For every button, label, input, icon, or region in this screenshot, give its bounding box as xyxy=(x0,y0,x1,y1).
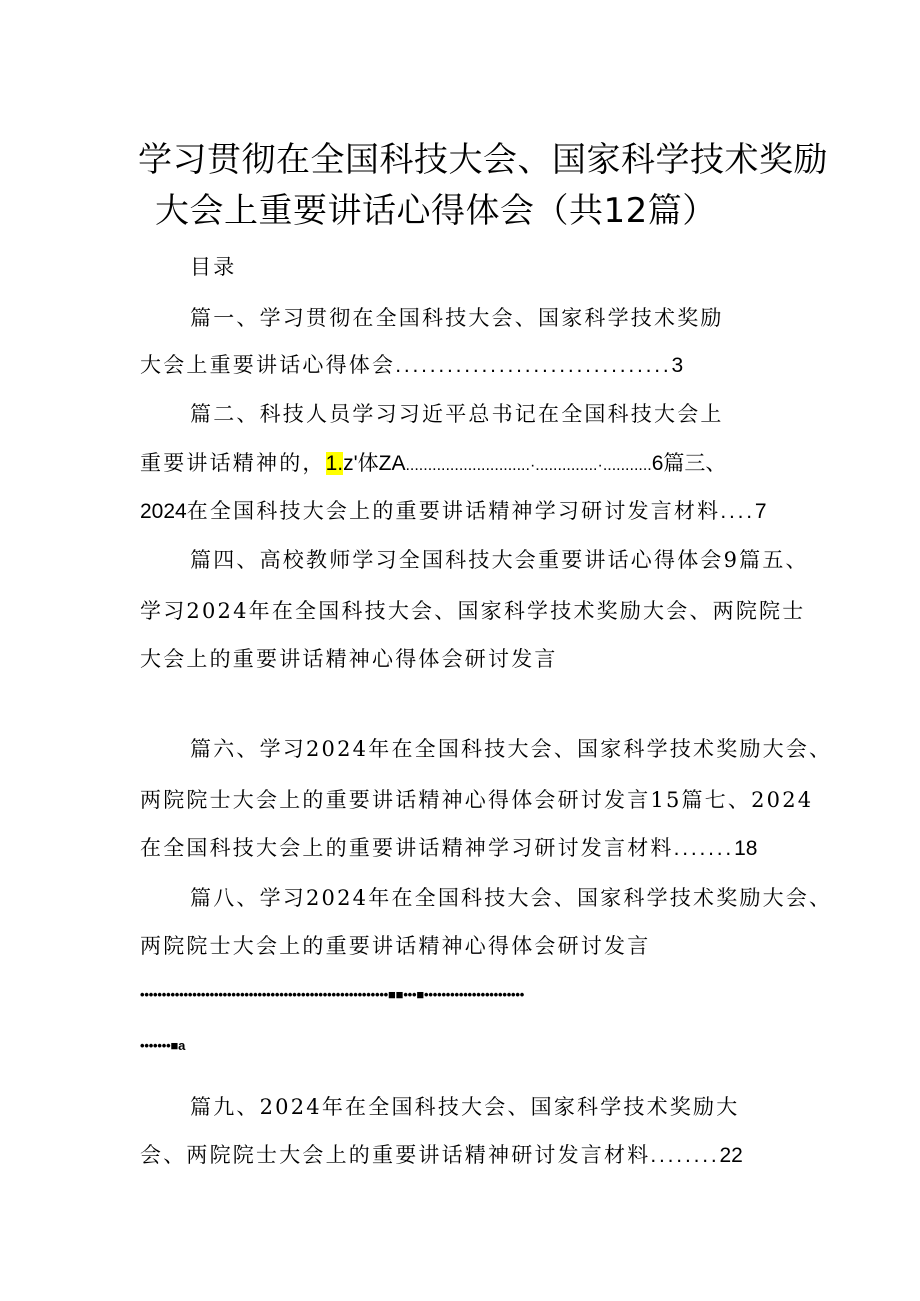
toc-entry-7-line[interactable] xyxy=(140,833,757,864)
toc-leader-dots: ........ xyxy=(650,1144,720,1167)
toc-leader-dots-row: •••••••••••••••••••••••••••••••••••••••••••••••••••••••••■■•••■••••••••••••••••••••••• xyxy=(140,987,525,1002)
year-number: 2024 xyxy=(140,500,187,523)
toc-page-number: 6篇三、 xyxy=(651,452,727,475)
toc-entry-5-line-1[interactable]: 学习2024年在全国科技大会、国家科学技术奖励大会、两院院士 xyxy=(140,599,806,623)
toc-entry-9-text: 会、两院院士大会上的重要讲话精神研讨发言材料 xyxy=(140,1143,651,1167)
toc-entry-9-line-1[interactable]: 篇九、2024年在全国科技大会、国家科学技术奖励大 xyxy=(190,1095,740,1119)
document-title-line-1: 学习贯彻在全国科技大会、国家科学技术奖励 xyxy=(138,140,828,180)
toc-page-number: 3 xyxy=(671,354,684,377)
toc-leader-dots: ................................ xyxy=(395,354,672,377)
toc-entry-3-line[interactable] xyxy=(140,496,767,527)
toc-entry-6-line-1[interactable]: 篇六、学习2024年在全国科技大会、国家科学技术奖励大会、 xyxy=(190,737,833,761)
toc-heading: 目录 xyxy=(190,255,237,279)
toc-entry-6-line-2[interactable]: 两院院士大会上的重要讲话精神心得体会研讨发言15篇七、2024 xyxy=(140,788,814,812)
toc-entry-7-text: 在全国科技大会上的重要讲话精神学习研讨发言材料 xyxy=(140,836,674,860)
toc-entry-5-line-2[interactable]: 大会上的重要讲话精神心得体会研讨发言 xyxy=(140,647,558,671)
toc-entry-1-text: 大会上重要讲话心得体会 xyxy=(140,353,396,377)
toc-entry-2-text: 重要讲话精神的， xyxy=(140,451,326,475)
document-title-line-2: 大会上重要讲话心得体会（共12篇） xyxy=(155,191,717,231)
toc-entry-8-line-1[interactable]: 篇八、学习2024年在全国科技大会、国家科学技术奖励大会、 xyxy=(190,886,833,910)
toc-leader-dots: .... xyxy=(720,500,755,523)
toc-page-number: 18 xyxy=(734,837,758,860)
toc-entry-9-line-2[interactable] xyxy=(140,1140,743,1171)
garbled-text: z'体ZA xyxy=(343,452,406,475)
toc-entry-1-line-2[interactable] xyxy=(140,350,683,381)
toc-leader-dots-tail: •••••••■a xyxy=(140,1038,186,1053)
toc-entry-1-line-1[interactable]: 篇一、学习贯彻在全国科技大会、国家科学技术奖励 xyxy=(190,306,724,330)
toc-entry-2-line-2[interactable] xyxy=(140,448,726,481)
toc-leader-dots: ............................·..............·........... xyxy=(405,457,652,474)
toc-entry-2-line-1[interactable]: 篇二、科技人员学习习近平总书记在全国科技大会上 xyxy=(190,402,724,426)
toc-page-number: 7 xyxy=(754,500,767,523)
toc-entry-4-line[interactable]: 篇四、高校教师学习全国科技大会重要讲话心得体会9篇五、 xyxy=(190,548,809,572)
toc-leader-dots: ....... xyxy=(673,837,735,860)
toc-entry-3-text: 在全国科技大会上的重要讲话精神学习研讨发言材料 xyxy=(186,499,721,523)
toc-page-number: 22 xyxy=(719,1144,743,1167)
toc-entry-8-line-2[interactable]: 两院院士大会上的重要讲话精神心得体会研讨发言 xyxy=(140,934,651,958)
highlighted-text: 1. xyxy=(325,452,344,475)
